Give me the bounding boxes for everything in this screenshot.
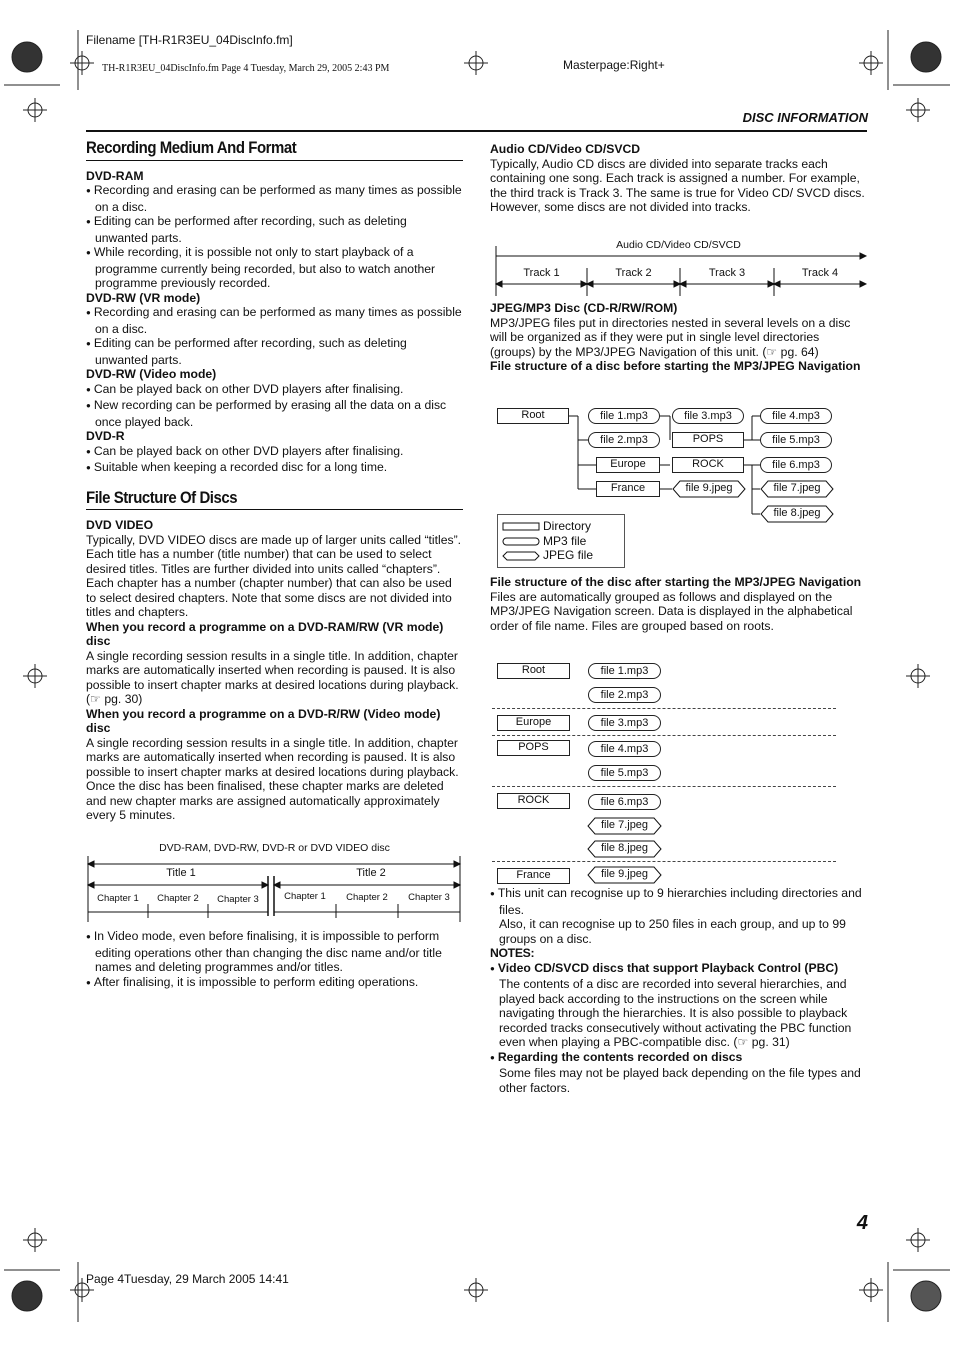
group-france: France bbox=[497, 868, 570, 884]
group-file-6: file 6.mp3 bbox=[588, 794, 661, 810]
chapter-label: Chapter 2 bbox=[346, 892, 388, 903]
tree-europe-dir: Europe bbox=[596, 457, 660, 473]
group-divider bbox=[492, 861, 836, 862]
note-1-title: ● Video CD/SVCD discs that support Playback Control (PBC) bbox=[490, 961, 867, 978]
legend-mp3: MP3 file bbox=[543, 533, 587, 548]
list-item: ● Can be played back on other DVD players after finalising. bbox=[86, 382, 463, 399]
group-divider bbox=[492, 708, 836, 709]
dvdram-title: DVD-RAM bbox=[86, 168, 144, 183]
vr-mode-text: A single recording session results in a single title. In addition, chapter marks are automatically inserted when recording is paused. It is also possible to insert chapter marks at desired locations during playback. (☞ pg. 30) bbox=[86, 648, 459, 706]
dvdvideo-title: DVD VIDEO bbox=[86, 518, 154, 532]
list-item: ● New recording can be performed by erasing all the data on a disc once played back. bbox=[86, 398, 463, 429]
right-column-after bbox=[490, 575, 867, 633]
group-file-5: file 5.mp3 bbox=[588, 765, 661, 781]
video-mode-title: When you record a programme on a DVD-R/RW (Video mode) disc bbox=[86, 706, 441, 735]
notes-title: NOTES: bbox=[490, 946, 535, 960]
recog-text: Also, it can recognise up to 250 files in each group, and up to 99 groups on a disc. bbox=[499, 917, 846, 946]
legend-shapes bbox=[502, 519, 542, 565]
dvdrw-vr-title: DVD-RW (VR mode) bbox=[86, 290, 201, 305]
tree-file-7: file 7.jpeg bbox=[760, 480, 834, 498]
tree-file-5: file 5.mp3 bbox=[760, 432, 832, 448]
group-file-7: file 7.jpeg bbox=[587, 817, 662, 835]
heading-rule bbox=[86, 160, 463, 161]
page-number: 4 bbox=[856, 1212, 868, 1234]
tree-france-dir: France bbox=[596, 481, 660, 497]
tree-file-2: file 2.mp3 bbox=[588, 432, 660, 448]
track-diagram-caption: Audio CD/Video CD/SVCD bbox=[616, 239, 741, 251]
list-item: ● Suitable when keeping a recorded disc for a long time. bbox=[86, 460, 463, 477]
list-item: ● Can be played back on other DVD players after finalising. bbox=[86, 444, 463, 461]
track-diagram bbox=[490, 238, 867, 298]
left-bottom-notes bbox=[86, 929, 463, 991]
list-item: ● This unit can recognise up to 9 hierarchies including directories and files. bbox=[490, 886, 867, 917]
header-rule bbox=[86, 130, 867, 132]
footer-page-info: Page 4Tuesday, 29 March 2005 14:41 bbox=[86, 1272, 289, 1286]
track-label: Track 1 bbox=[523, 267, 560, 279]
note-1-text: The contents of a disc are recorded into several hierarchies, and played back according to the instructions on the screen while navigating through the hierarchies. It is also possible to playback recorded tracks consecutively without activating the PBC function even when playing a PBC-compatible disc. (☞ pg. 31) bbox=[499, 977, 852, 1049]
fileinfo-label: TH-R1R3EU_04DiscInfo.fm Page 4 Tuesday, March 29, 2005 2:43 PM bbox=[102, 63, 390, 74]
dvdr-title: DVD-R bbox=[86, 429, 125, 443]
chapter-label: Chapter 1 bbox=[97, 893, 139, 904]
right-column-top bbox=[490, 142, 867, 215]
jpeg-text: MP3/JPEG files put in directories nested in several levels on a disc will be organized as if they were put in single level directories (groups) by the MP3/JPEG Navigation of this unit. (☞ pg. 64) bbox=[490, 315, 851, 359]
group-file-8: file 8.jpeg bbox=[587, 840, 662, 858]
tree-file-3: file 3.mp3 bbox=[672, 408, 744, 424]
list-item: ● Recording and erasing can be performed as many times as possible on a disc. bbox=[86, 305, 463, 336]
group-file-3: file 3.mp3 bbox=[588, 715, 661, 731]
tree-rock-dir: ROCK bbox=[672, 457, 744, 473]
diagram-caption: DVD-RAM, DVD-RW, DVD-R or DVD VIDEO disc bbox=[159, 842, 390, 854]
tree-file-1: file 1.mp3 bbox=[588, 408, 660, 424]
audio-cd-text: Typically, Audio CD discs are divided into separate tracks each containing one song. Each track is assigned a number. For example, the third track is Track 3. The same is true for Video CD/ SVCD discs. bbox=[490, 156, 865, 200]
section-header: DISC INFORMATION bbox=[742, 110, 868, 125]
group-divider bbox=[492, 786, 836, 787]
group-file-2: file 2.mp3 bbox=[588, 687, 661, 703]
group-file-4: file 4.mp3 bbox=[588, 741, 661, 757]
video-mode-text: A single recording session results in a single title. In addition, chapter marks are automatically inserted when recording is paused. It is also possible to insert chapter marks at desired locations during playback. Once the disc has been finalised, these chapter marks are deleted and new chapter marks are assigned automatically approximately every 5 minutes. bbox=[86, 735, 459, 822]
vr-mode-title: When you record a programme on a DVD-RAM/RW (VR mode) disc bbox=[86, 619, 444, 648]
track-label: Track 2 bbox=[615, 267, 652, 279]
tree-legend bbox=[497, 514, 625, 568]
list-item: ● After finalising, it is impossible to perform editing operations. bbox=[86, 975, 463, 992]
list-item: ● While recording, it is possible not only to start playback of a programme currently being recorded, but also to watch another programme previously recorded. bbox=[86, 245, 463, 291]
group-file-9: file 9.jpeg bbox=[587, 866, 662, 884]
jpeg-title: JPEG/MP3 Disc (CD-R/RW/ROM) bbox=[490, 301, 678, 315]
right-column-jpeg bbox=[490, 301, 867, 374]
tree-root-dir: Root bbox=[497, 408, 569, 424]
chapter-label: Chapter 3 bbox=[217, 894, 259, 905]
tree-file-4: file 4.mp3 bbox=[760, 408, 832, 424]
masterpage-label: Masterpage:Right+ bbox=[563, 58, 665, 72]
tree-file-9: file 9.jpeg bbox=[672, 480, 746, 498]
track-label: Track 3 bbox=[708, 267, 746, 279]
filename-label: Filename [TH-R1R3EU_04DiscInfo.fm] bbox=[86, 33, 293, 47]
heading-file-structure: File Structure Of Discs bbox=[86, 487, 238, 507]
dvdvideo-text: Typically, DVD VIDEO discs are made up of larger units called “titles”. Each title has a number (title number) that can be used to select desired titles. Titles are further divided into units called “chapters”. Each chapter has a number (chapter number) that can also be used to select desired chapters. Note that some discs are not divided into titles and chapters. bbox=[86, 532, 462, 619]
heading-recording-medium: Recording Medium And Format bbox=[86, 138, 297, 157]
right-column-bottom bbox=[490, 886, 867, 1095]
after-nav-text: Files are automatically grouped as follows and displayed on the MP3/JPEG Navigation screen. Data is displayed in the alphabetical order of file name. Files are grouped based on roots. bbox=[490, 589, 853, 633]
track-label: Track 4 bbox=[801, 267, 839, 279]
chapter-label: Chapter 1 bbox=[284, 891, 326, 902]
group-divider bbox=[492, 735, 836, 736]
tree-file-6: file 6.mp3 bbox=[760, 457, 832, 473]
dvdrw-video-title: DVD-RW (Video mode) bbox=[86, 367, 217, 381]
audio-cd-text-2: However, some discs are not divided into tracks. bbox=[490, 200, 751, 214]
note-2-title: ● Regarding the contents recorded on discs bbox=[490, 1050, 867, 1067]
legend-jpeg: JPEG file bbox=[543, 548, 594, 562]
chapter-label: Chapter 2 bbox=[157, 893, 199, 904]
list-item: ● Editing can be performed after recording, such as deleting unwanted parts. bbox=[86, 214, 463, 245]
list-item: ● Editing can be performed after recording, such as deleting unwanted parts. bbox=[86, 336, 463, 367]
group-file-1: file 1.mp3 bbox=[588, 663, 661, 679]
audio-cd-title: Audio CD/Video CD/SVCD bbox=[490, 142, 641, 156]
note-2-text: Some files may not be played back depending on the file types and other factors. bbox=[499, 1066, 861, 1095]
left-column bbox=[86, 138, 463, 823]
group-pops: POPS bbox=[497, 740, 570, 756]
list-item: ● In Video mode, even before finalising, it is impossible to perform editing operations other than changing the disc name and/or title names and deleting programmes and/or titles. bbox=[86, 929, 463, 975]
title-1-label: Title 1 bbox=[166, 867, 196, 879]
legend-labels bbox=[543, 519, 593, 563]
chapter-label: Chapter 3 bbox=[408, 892, 450, 903]
title-chapter-diagram bbox=[86, 842, 463, 922]
list-item: ● Recording and erasing can be performed as many times as possible on a disc. bbox=[86, 183, 463, 214]
tree-file-8: file 8.jpeg bbox=[760, 505, 834, 523]
after-nav-title: File structure of the disc after starting the MP3/JPEG Navigation bbox=[490, 575, 862, 589]
before-nav-title: File structure of a disc before starting the MP3/JPEG Navigation bbox=[490, 359, 861, 373]
group-root: Root bbox=[497, 663, 570, 679]
title-2-label: Title 2 bbox=[356, 867, 386, 879]
group-rock: ROCK bbox=[497, 793, 570, 809]
diagram-lines bbox=[86, 842, 463, 922]
legend-directory: Directory bbox=[543, 519, 592, 533]
tree-pops-dir: POPS bbox=[672, 432, 744, 448]
heading-rule bbox=[86, 509, 463, 510]
group-europe: Europe bbox=[497, 715, 570, 731]
